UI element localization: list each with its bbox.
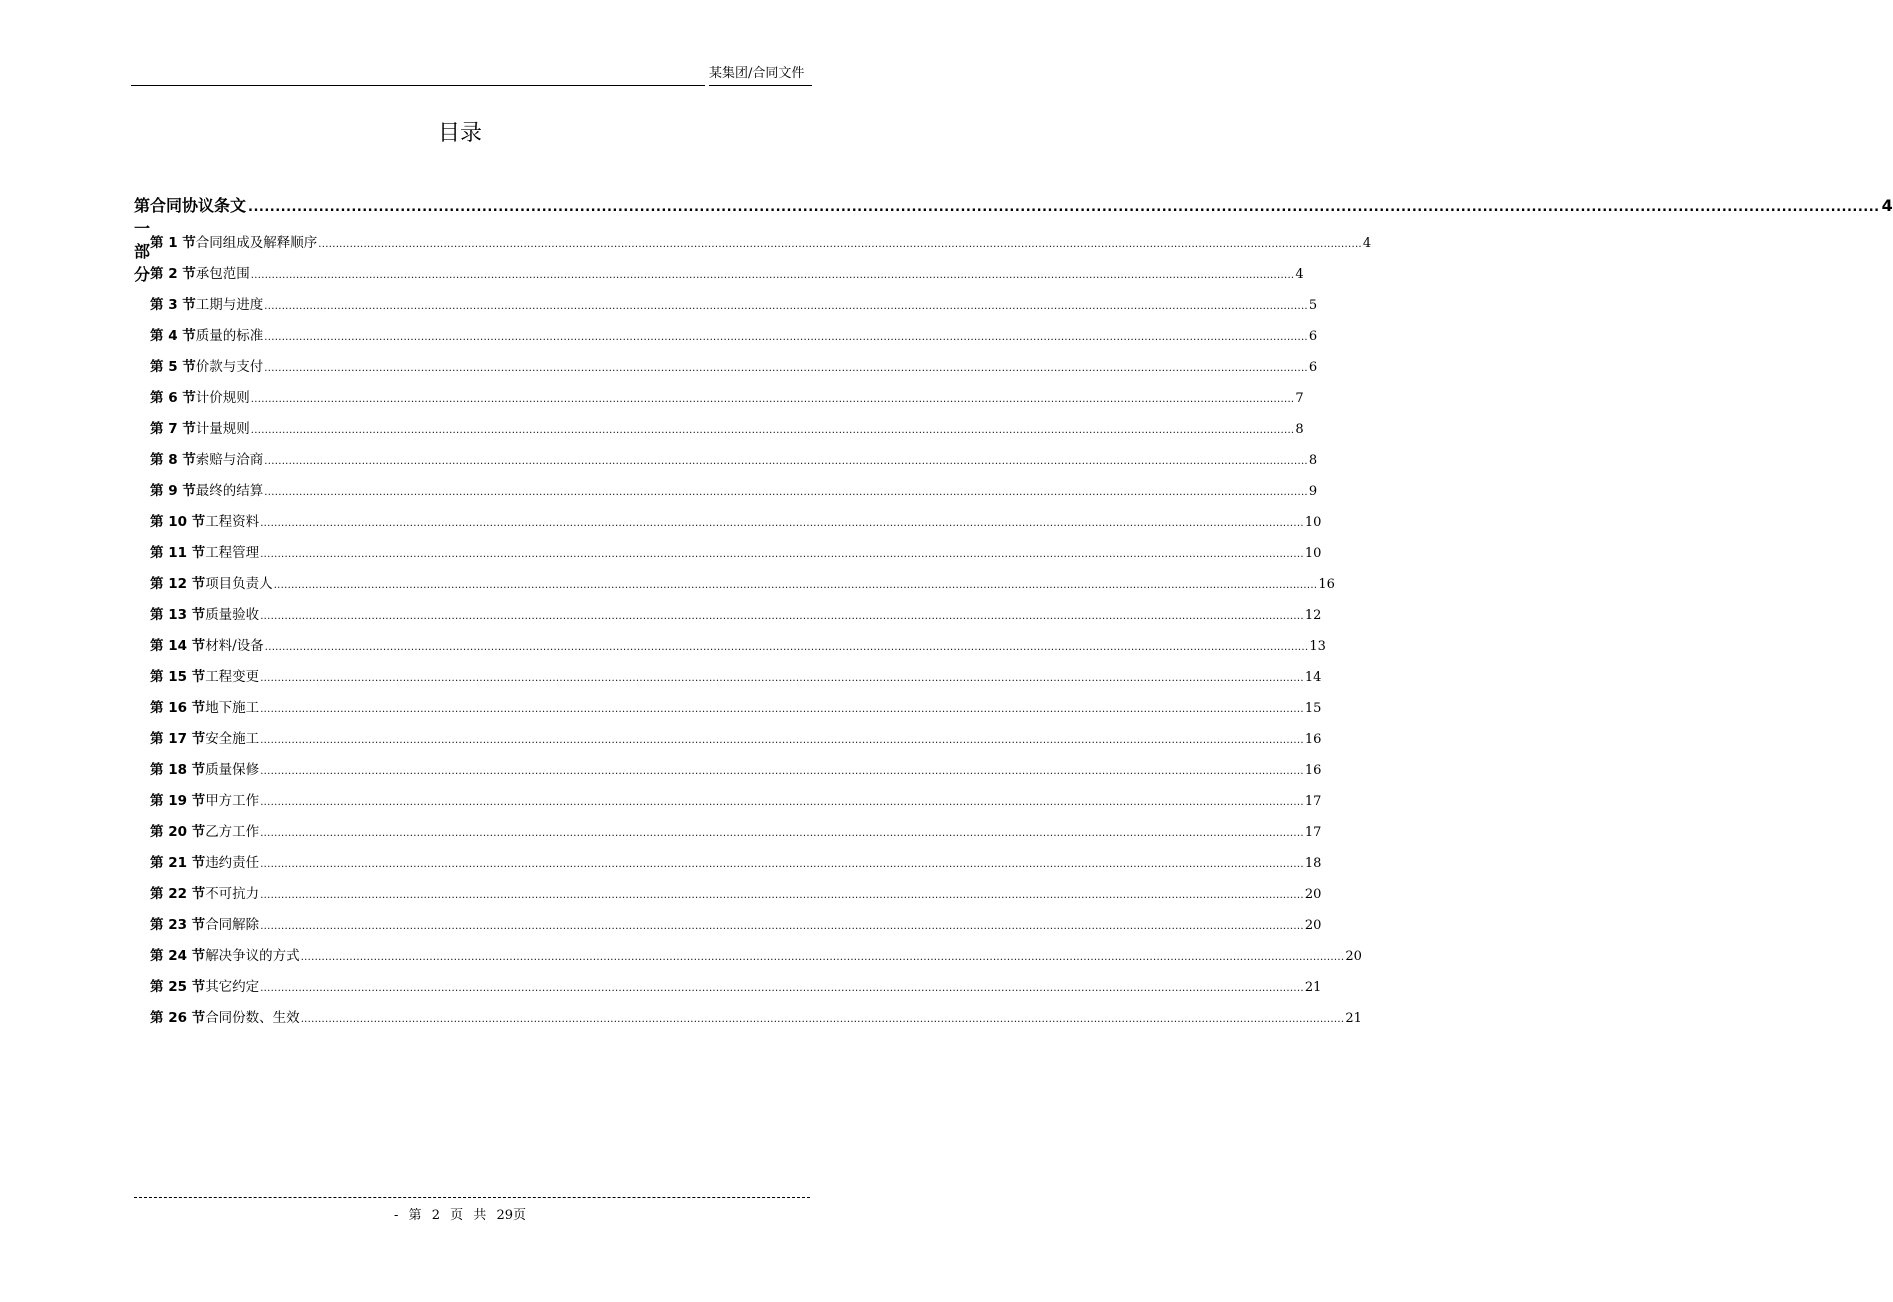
entry-page-number: 5 — [1308, 298, 1318, 313]
toc-entry[interactable] — [150, 698, 1322, 729]
toc-entry[interactable] — [150, 543, 1322, 574]
entry-page-number: 15 — [1304, 701, 1322, 716]
dot-leader: ............................................................................................................................................................................................................................................................................................................ — [260, 518, 1304, 529]
entry-title: 计价规则 — [195, 390, 250, 406]
toc-entry-list — [150, 233, 1372, 1039]
entry-page-number: 17 — [1304, 794, 1322, 809]
dot-leader: ............................................................................................................................................................................................................................................................................................................ — [264, 363, 1308, 374]
footer-total-word: 共 — [473, 1208, 487, 1223]
dot-leader: ............................................................................................................................................................................................................................................................................................................ — [260, 611, 1304, 622]
entry-page-number: 20 — [1304, 918, 1322, 933]
toc-entry[interactable] — [150, 481, 1318, 512]
header-title: 某集团/合同文件 — [709, 66, 805, 81]
entry-number: 第 1 节 — [150, 235, 196, 251]
footer-dash: - — [394, 1208, 399, 1223]
dot-leader: ............................................................................................................................................................................................................................................................................................................ — [273, 580, 1318, 591]
entry-number: 第 22 节 — [150, 886, 206, 902]
entry-number: 第 17 节 — [150, 731, 206, 747]
toc-entry[interactable] — [150, 884, 1322, 915]
entry-number: 第 24 节 — [150, 948, 206, 964]
entry-number: 第 5 节 — [150, 359, 196, 375]
toc-entry[interactable] — [150, 791, 1322, 822]
dot-leader: ............................................................................................................................................................................................................................................................................................................ — [260, 704, 1304, 715]
footer-current-page: 2 — [431, 1208, 440, 1223]
dot-leader: ............................................................................................................................................................................................................................................................................................................ — [260, 766, 1304, 777]
dot-leader: ............................................................................................................................................................................................................................................................................................................ — [264, 642, 1309, 653]
entry-number: 第 6 节 — [150, 390, 196, 406]
entry-page-number: 17 — [1304, 825, 1322, 840]
entry-page-number: 13 — [1309, 639, 1326, 654]
toc-entry[interactable] — [150, 946, 1362, 977]
entry-number: 第 25 节 — [150, 979, 206, 995]
entry-page-number: 8 — [1295, 422, 1304, 437]
entry-title: 项目负责人 — [205, 576, 273, 592]
dot-leader: ............................................................................................................................................................................................................................................................................................................ — [318, 239, 1362, 250]
page-footer — [0, 1208, 920, 1224]
entry-page-number: 18 — [1304, 856, 1322, 871]
toc-entry[interactable] — [150, 295, 1318, 326]
dot-leader: ............................................................................................................................................................................................................................................................................................................ — [260, 797, 1304, 808]
dot-leader: ............................................................................................................................................................................................................................................................................................................ — [260, 735, 1304, 746]
entry-title: 合同解除 — [205, 917, 260, 933]
entry-title: 合同份数、生效 — [205, 1010, 300, 1026]
entry-number: 第 3 节 — [150, 297, 196, 313]
entry-number: 第 18 节 — [150, 762, 206, 778]
entry-page-number: 7 — [1295, 391, 1304, 406]
entry-page-number: 16 — [1304, 763, 1322, 778]
entry-number: 第 2 节 — [150, 266, 196, 282]
dot-leader: ............................................................................................................................................................................................................................................................................................................ — [248, 200, 1880, 215]
dot-leader: ............................................................................................................................................................................................................................................................................................................ — [264, 456, 1308, 467]
toc-entry[interactable] — [150, 636, 1326, 667]
toc-entry[interactable] — [150, 915, 1322, 946]
entry-title: 地下施工 — [205, 700, 260, 716]
toc-entry[interactable] — [150, 760, 1322, 791]
part-page-number: 4 — [1881, 196, 1893, 215]
entry-title: 索赔与洽商 — [195, 452, 264, 468]
entry-number: 第 13 节 — [150, 607, 206, 623]
toc-entry[interactable] — [150, 357, 1318, 388]
entry-page-number: 16 — [1304, 732, 1322, 747]
entry-title: 不可抗力 — [205, 886, 260, 902]
toc-entry[interactable] — [150, 574, 1335, 605]
dot-leader: ............................................................................................................................................................................................................................................................................................................ — [300, 1014, 1345, 1025]
footer-page-prefix: 第 — [408, 1208, 422, 1223]
entry-number: 第 23 节 — [150, 917, 206, 933]
toc-entry[interactable] — [150, 977, 1322, 1008]
entry-title: 承包范围 — [195, 266, 250, 282]
toc-title: 目录 — [437, 121, 482, 146]
dot-leader: ............................................................................................................................................................................................................................................................................................................ — [264, 332, 1308, 343]
entry-page-number: 9 — [1308, 484, 1318, 499]
toc-entry[interactable] — [150, 419, 1304, 450]
entry-page-number: 16 — [1318, 577, 1335, 592]
dot-leader: ............................................................................................................................................................................................................................................................................................................ — [250, 270, 1295, 281]
dot-leader: ............................................................................................................................................................................................................................................................................................................ — [260, 828, 1304, 839]
dot-leader: ............................................................................................................................................................................................................................................................................................................ — [260, 983, 1304, 994]
footer-rule — [134, 1197, 810, 1198]
dot-leader: ............................................................................................................................................................................................................................................................................................................ — [260, 859, 1304, 870]
entry-title: 最终的结算 — [195, 483, 264, 499]
entry-title: 合同组成及解释顺序 — [195, 235, 318, 251]
header-rule-right — [709, 85, 812, 86]
toc-entry[interactable] — [150, 512, 1322, 543]
entry-page-number: 4 — [1295, 267, 1304, 282]
dot-leader: ............................................................................................................................................................................................................................................................................................................ — [264, 301, 1308, 312]
dot-leader: ............................................................................................................................................................................................................................................................................................................ — [260, 890, 1304, 901]
entry-number: 第 16 节 — [150, 700, 206, 716]
entry-number: 第 12 节 — [150, 576, 206, 592]
entry-page-number: 21 — [1304, 980, 1322, 995]
entry-number: 第 4 节 — [150, 328, 196, 344]
toc-entry[interactable] — [150, 233, 1372, 264]
entry-title: 乙方工作 — [205, 824, 260, 840]
entry-number: 第 15 节 — [150, 669, 206, 685]
toc-entry[interactable] — [150, 853, 1322, 884]
entry-page-number: 12 — [1304, 608, 1322, 623]
entry-title: 工程管理 — [205, 545, 260, 561]
toc-entry[interactable] — [150, 822, 1322, 853]
part-title: 合同协议条文 — [150, 196, 247, 215]
dot-leader: ............................................................................................................................................................................................................................................................................................................ — [260, 549, 1304, 560]
toc-entry[interactable] — [150, 264, 1304, 295]
entry-number: 第 14 节 — [150, 638, 206, 654]
entry-title: 安全施工 — [205, 731, 260, 747]
dot-leader: ............................................................................................................................................................................................................................................................................................................ — [250, 394, 1295, 405]
dot-leader: ............................................................................................................................................................................................................................................................................................................ — [300, 952, 1345, 963]
entry-page-number: 20 — [1304, 887, 1322, 902]
entry-number: 第 11 节 — [150, 545, 206, 561]
entry-number: 第 10 节 — [150, 514, 206, 530]
footer-page-word: 页 — [450, 1208, 464, 1223]
toc-entry[interactable] — [150, 326, 1318, 357]
toc-entry[interactable] — [150, 1008, 1362, 1039]
toc-entry[interactable] — [150, 667, 1322, 698]
entry-title: 工期与进度 — [195, 297, 264, 313]
entry-title: 其它约定 — [205, 979, 260, 995]
entry-title: 质量验收 — [205, 607, 260, 623]
dot-leader: ............................................................................................................................................................................................................................................................................................................ — [260, 673, 1304, 684]
dot-leader: ............................................................................................................................................................................................................................................................................................................ — [250, 425, 1295, 436]
entry-number: 第 26 节 — [150, 1010, 206, 1026]
entry-title: 工程资料 — [205, 514, 260, 530]
entry-title: 质量保修 — [205, 762, 260, 778]
entry-title: 违约责任 — [205, 855, 260, 871]
entry-number: 第 8 节 — [150, 452, 196, 468]
entry-page-number: 6 — [1308, 329, 1318, 344]
entry-page-number: 21 — [1345, 1011, 1362, 1026]
entry-title: 工程变更 — [205, 669, 260, 685]
entry-number: 第 19 节 — [150, 793, 206, 809]
entry-number: 第 7 节 — [150, 421, 196, 437]
entry-number: 第 9 节 — [150, 483, 196, 499]
entry-title: 解决争议的方式 — [205, 948, 300, 964]
entry-title: 材料/设备 — [205, 638, 264, 654]
entry-page-number: 10 — [1304, 515, 1322, 530]
entry-title: 计量规则 — [195, 421, 250, 437]
part-number: 第一部分 — [134, 196, 151, 284]
toc-entry[interactable] — [150, 388, 1304, 419]
entry-page-number: 6 — [1308, 360, 1318, 375]
toc-entry[interactable] — [150, 605, 1322, 636]
footer-total-pages: 29页 — [496, 1208, 526, 1223]
entry-title: 质量的标准 — [195, 328, 264, 344]
entry-number: 第 21 节 — [150, 855, 206, 871]
entry-page-number: 8 — [1308, 453, 1318, 468]
entry-page-number: 14 — [1304, 670, 1322, 685]
dot-leader: ............................................................................................................................................................................................................................................................................................................ — [260, 921, 1304, 932]
entry-title: 价款与支付 — [195, 359, 264, 375]
entry-page-number: 10 — [1304, 546, 1322, 561]
entry-page-number: 20 — [1345, 949, 1362, 964]
entry-title: 甲方工作 — [205, 793, 260, 809]
toc-entry[interactable] — [150, 450, 1318, 481]
dot-leader: ............................................................................................................................................................................................................................................................................................................ — [264, 487, 1308, 498]
toc-entry[interactable] — [150, 729, 1322, 760]
header-rule-left — [131, 85, 705, 86]
entry-number: 第 20 节 — [150, 824, 206, 840]
entry-page-number: 4 — [1362, 236, 1372, 251]
